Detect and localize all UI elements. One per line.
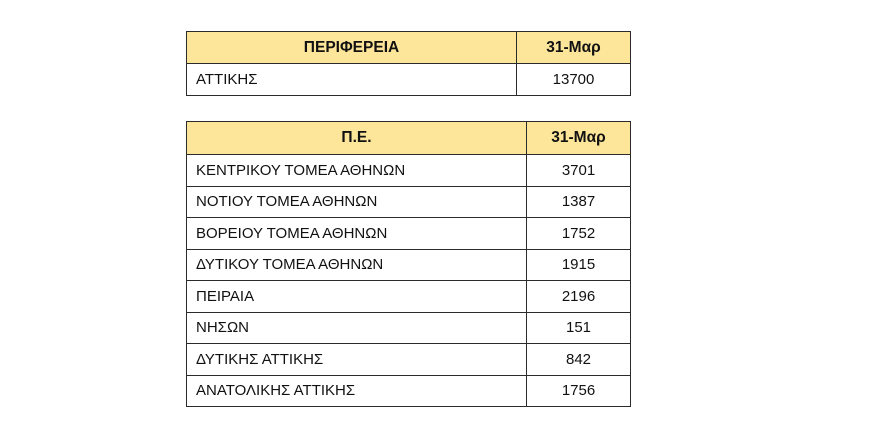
date-column-header: 31-Μαρ <box>527 122 631 155</box>
unit-name-cell: ΔΥΤΙΚΗΣ ΑΤΤΙΚΗΣ <box>187 344 527 376</box>
table-row <box>187 312 631 344</box>
unit-value-cell: 151 <box>527 312 631 344</box>
unit-value-cell: 3701 <box>527 155 631 187</box>
unit-name-cell: ΚΕΝΤΡΙΚΟΥ ΤΟΜΕΑ ΑΘΗΝΩΝ <box>187 155 527 187</box>
unit-value-cell: 1752 <box>527 218 631 250</box>
unit-name-cell: ΒΟΡΕΙΟΥ ΤΟΜΕΑ ΑΘΗΝΩΝ <box>187 218 527 250</box>
unit-value-cell: 1915 <box>527 249 631 281</box>
unit-name-cell: ΔΥΤΙΚΟΥ ΤΟΜΕΑ ΑΘΗΝΩΝ <box>187 249 527 281</box>
region-table-header <box>187 32 631 64</box>
unit-value-cell: 842 <box>527 344 631 376</box>
region-value-cell: 13700 <box>517 64 631 96</box>
date-column-header: 31-Μαρ <box>517 32 631 64</box>
region-name-cell: ΑΤΤΙΚΗΣ <box>187 64 517 96</box>
units-table-header <box>187 122 631 155</box>
unit-name-cell: ΑΝΑΤΟΛΙΚΗΣ ΑΤΤΙΚΗΣ <box>187 375 527 407</box>
table-row <box>187 249 631 281</box>
unit-value-cell: 1756 <box>527 375 631 407</box>
table-row <box>187 64 631 96</box>
table-row <box>187 155 631 187</box>
unit-column-header: Π.Ε. <box>187 122 527 155</box>
unit-name-cell: ΝΗΣΩΝ <box>187 312 527 344</box>
table-row <box>187 186 631 218</box>
table-row <box>187 344 631 376</box>
table-row <box>187 375 631 407</box>
table-row <box>187 281 631 313</box>
unit-name-cell: ΝΟΤΙΟΥ ΤΟΜΕΑ ΑΘΗΝΩΝ <box>187 186 527 218</box>
unit-value-cell: 2196 <box>527 281 631 313</box>
unit-name-cell: ΠΕΙΡΑΙΑ <box>187 281 527 313</box>
table-row <box>187 218 631 250</box>
regional-units-table <box>186 121 631 407</box>
region-table <box>186 31 631 96</box>
unit-value-cell: 1387 <box>527 186 631 218</box>
region-column-header: ΠΕΡΙΦΕΡΕΙΑ <box>187 32 517 64</box>
